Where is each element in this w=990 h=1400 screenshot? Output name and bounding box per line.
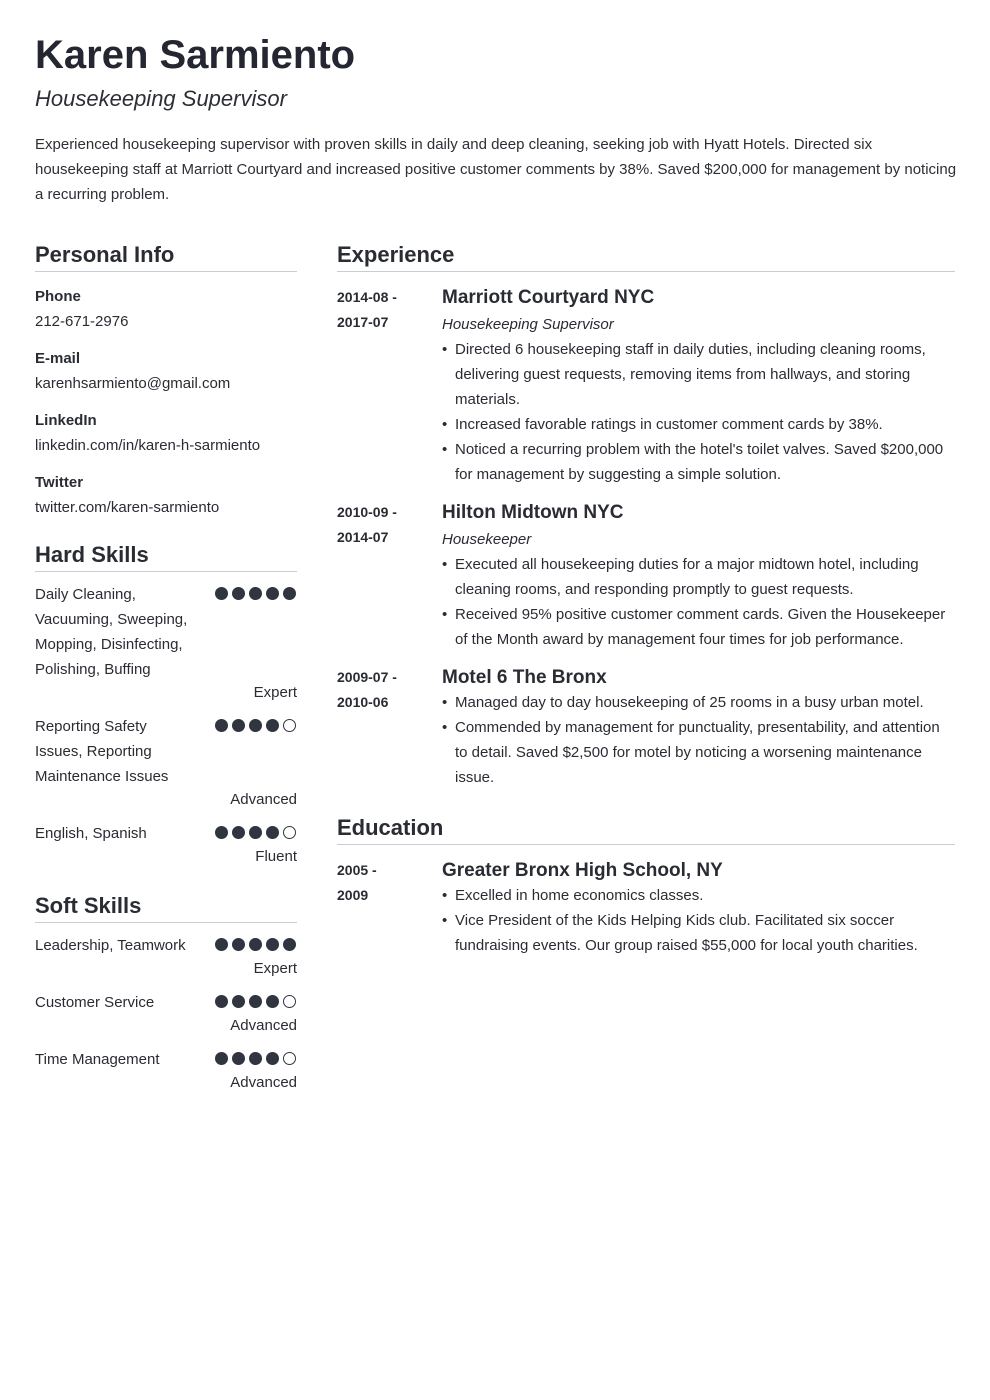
rating-dot-filled-icon: [266, 995, 279, 1008]
skill-level: Expert: [253, 684, 297, 701]
rating-dot-filled-icon: [266, 1052, 279, 1065]
school-name: Greater Bronx High School, NY: [442, 860, 723, 881]
soft-skills-heading: Soft Skills: [35, 892, 297, 923]
rating-dot-filled-icon: [249, 826, 262, 839]
rating-dot-filled-icon: [266, 826, 279, 839]
rating-dot-empty-icon: [283, 719, 296, 732]
resume-name: Karen Sarmiento: [35, 33, 356, 77]
rating-dot-filled-icon: [283, 938, 296, 951]
experience-list: [337, 285, 955, 790]
email-info: [35, 346, 297, 396]
skill-rating: [215, 587, 296, 600]
skill-level: Fluent: [255, 848, 297, 865]
linkedin-value[interactable]: linkedin.com/in/karen-h-sarmiento: [35, 437, 261, 454]
phone-value: 212-671-2976: [35, 313, 129, 330]
skill-name: Reporting Safety Issues, Reporting Maintenance Issues: [35, 718, 169, 785]
skill-item: [35, 714, 297, 811]
company-name: Motel 6 The Bronx: [442, 667, 607, 688]
rating-dot-filled-icon: [232, 1052, 245, 1065]
education-heading: Education: [337, 814, 955, 845]
skill-level: Advanced: [230, 1074, 297, 1091]
hard-skills-heading: Hard Skills: [35, 541, 297, 572]
bullet-list: [442, 883, 955, 958]
linkedin-info: [35, 408, 297, 458]
right-column: [337, 241, 955, 958]
rating-dot-filled-icon: [249, 1052, 262, 1065]
date-start: 2010-09 -: [337, 504, 397, 520]
bullet-list: [442, 337, 955, 487]
skill-level: Expert: [253, 960, 297, 977]
rating-dot-filled-icon: [266, 938, 279, 951]
job-role: Housekeeper: [442, 531, 532, 548]
rating-dot-empty-icon: [283, 826, 296, 839]
twitter-value[interactable]: twitter.com/karen-sarmiento: [35, 499, 220, 516]
company-name: Marriott Courtyard NYC: [442, 287, 655, 308]
rating-dot-filled-icon: [215, 1052, 228, 1065]
education-entry: [337, 858, 955, 958]
bullet-item: • Excelled in home economics classes.: [442, 883, 955, 908]
bullet-item: • Increased favorable ratings in customer comment cards by 38%.: [442, 412, 955, 437]
rating-dot-filled-icon: [232, 995, 245, 1008]
skill-item: [35, 990, 297, 1037]
date-start: 2005 -: [337, 862, 377, 878]
education-list: [337, 858, 955, 958]
soft-skills-section: [35, 892, 297, 1094]
entry-dates: [337, 665, 442, 790]
skill-name: Leadership, Teamwork: [35, 937, 186, 954]
skill-item: [35, 821, 297, 868]
experience-entry: [337, 665, 955, 790]
skill-rating: [215, 826, 296, 839]
skill-level: Advanced: [230, 791, 297, 808]
bullet-item: • Received 95% positive customer comment cards. Given the Housekeeper of the Month award by management four times for job performance.: [442, 602, 955, 652]
rating-dot-filled-icon: [249, 995, 262, 1008]
bullet-list: [442, 690, 955, 790]
date-end: 2017-07: [337, 314, 389, 330]
bullet-item: • Managed day to day housekeeping of 25 rooms in a busy urban motel.: [442, 690, 955, 715]
personal-info-section: [35, 241, 297, 520]
bullet-item: • Vice President of the Kids Helping Kids club. Facilitated six soccer fundraising events. Our group raised $55,000 for local youth charities.: [442, 908, 955, 958]
personal-info-heading: Personal Info: [35, 241, 297, 272]
education-section: [337, 814, 955, 958]
experience-section: [337, 241, 955, 790]
skill-rating: [215, 938, 296, 951]
email-label: E-mail: [35, 350, 81, 367]
experience-heading: Experience: [337, 241, 955, 272]
entry-dates: [337, 285, 442, 487]
date-start: 2014-08 -: [337, 289, 397, 305]
job-role: Housekeeping Supervisor: [442, 316, 614, 333]
rating-dot-filled-icon: [215, 995, 228, 1008]
bullet-list: [442, 552, 955, 652]
skill-item: [35, 1047, 297, 1094]
entry-body: [442, 665, 955, 790]
rating-dot-filled-icon: [232, 587, 245, 600]
bullet-item: • Executed all housekeeping duties for a major midtown hotel, including cleaning rooms, and responding promptly to guest requests.: [442, 552, 955, 602]
skill-name: English, Spanish: [35, 825, 147, 842]
rating-dot-filled-icon: [232, 826, 245, 839]
rating-dot-filled-icon: [232, 938, 245, 951]
resume-job-title: Housekeeping Supervisor: [35, 86, 287, 111]
skill-name: Time Management: [35, 1051, 160, 1068]
rating-dot-filled-icon: [266, 587, 279, 600]
date-start: 2009-07 -: [337, 669, 397, 685]
bullet-item: • Directed 6 housekeeping staff in daily duties, including cleaning rooms, delivering guest requests, removing items from hallways, and storing materials.: [442, 337, 955, 412]
rating-dot-filled-icon: [215, 826, 228, 839]
hard-skills-section: [35, 541, 297, 868]
skill-level: Advanced: [230, 1017, 297, 1034]
soft-skills-list: [35, 933, 297, 1094]
rating-dot-filled-icon: [249, 938, 262, 951]
skill-rating: [215, 719, 296, 732]
rating-dot-filled-icon: [249, 587, 262, 600]
entry-dates: [337, 858, 442, 958]
entry-dates: [337, 500, 442, 652]
rating-dot-empty-icon: [283, 995, 296, 1008]
phone-info: [35, 284, 297, 334]
rating-dot-filled-icon: [215, 719, 228, 732]
rating-dot-filled-icon: [232, 719, 245, 732]
bullet-item: • Commended by management for punctuality, presentability, and attention to detail. Saved $2,500 for motel by noticing a worsening maintenance issue.: [442, 715, 955, 790]
skill-rating: [215, 995, 296, 1008]
rating-dot-filled-icon: [215, 938, 228, 951]
phone-label: Phone: [35, 288, 81, 305]
skill-name: Daily Cleaning, Vacuuming, Sweeping, Mopping, Disinfecting, Polishing, Buffing: [35, 586, 188, 678]
rating-dot-filled-icon: [283, 587, 296, 600]
company-name: Hilton Midtown NYC: [442, 502, 624, 523]
resume-summary: Experienced housekeeping supervisor with proven skills in daily and deep cleaning, seeking job with Hyatt Hotels. Directed six housekeeping staff at Marriott Courtyard and increased positive customer comments by 38%. Saved $200,000 for management by noticing a recurring problem.: [35, 136, 957, 203]
rating-dot-filled-icon: [266, 719, 279, 732]
skill-name: Customer Service: [35, 994, 155, 1011]
date-end: 2014-07: [337, 529, 389, 545]
entry-body: [442, 858, 955, 958]
rating-dot-filled-icon: [249, 719, 262, 732]
bullet-item: • Noticed a recurring problem with the hotel's toilet valves. Saved $200,000 for management by suggesting a simple solution.: [442, 437, 955, 487]
skill-item: [35, 933, 297, 980]
twitter-label: Twitter: [35, 474, 84, 491]
twitter-info: [35, 470, 297, 520]
entry-body: [442, 500, 955, 652]
hard-skills-list: [35, 582, 297, 868]
skill-item: [35, 582, 297, 704]
email-value[interactable]: karenhsarmiento@gmail.com: [35, 375, 231, 392]
left-column: [35, 241, 297, 1094]
experience-entry: [337, 500, 955, 652]
date-end: 2010-06: [337, 694, 389, 710]
date-end: 2009: [337, 887, 369, 903]
rating-dot-filled-icon: [215, 587, 228, 600]
rating-dot-empty-icon: [283, 1052, 296, 1065]
skill-rating: [215, 1052, 296, 1065]
experience-entry: [337, 285, 955, 487]
linkedin-label: LinkedIn: [35, 412, 97, 429]
entry-body: [442, 285, 955, 487]
